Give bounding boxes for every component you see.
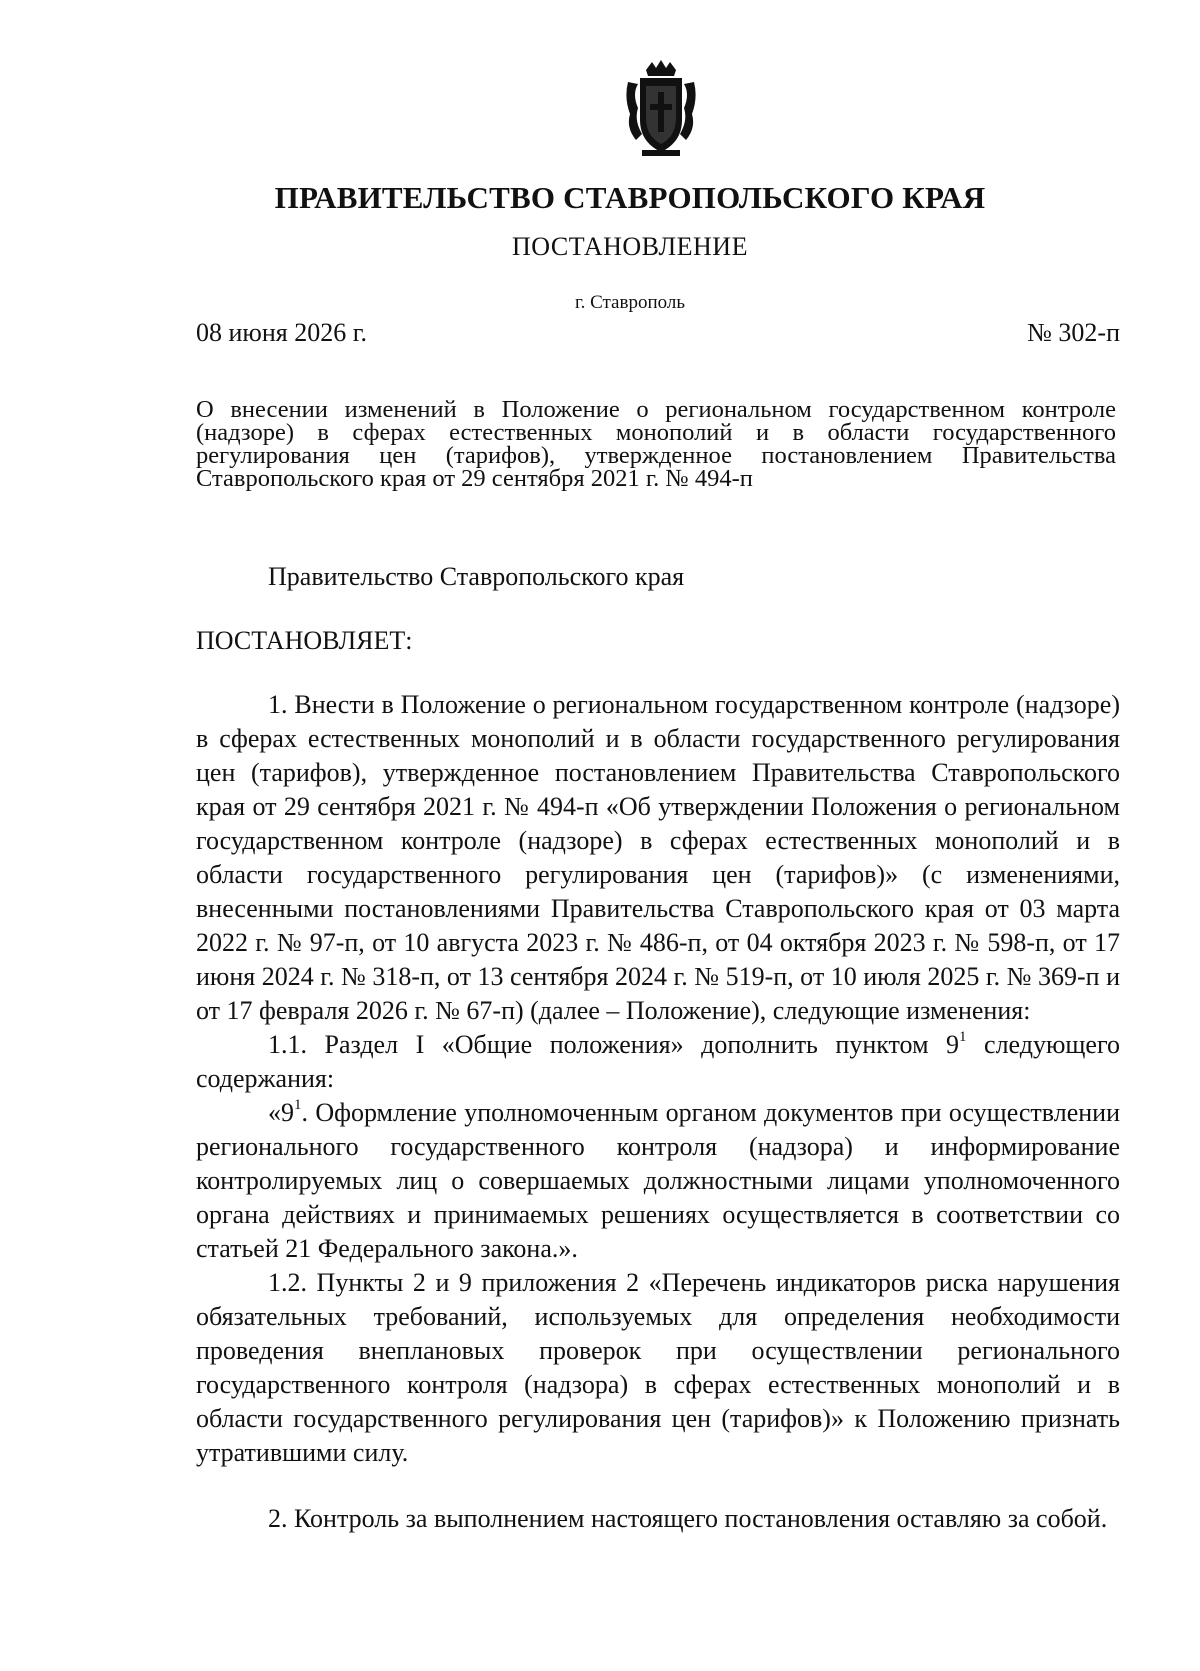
document-body — [196, 560, 1120, 1536]
document-date: 08 июня 2026 г. — [196, 318, 367, 347]
clause-1-1 — [196, 1028, 1120, 1096]
document-city: г. Ставрополь — [574, 292, 686, 313]
issuing-authority: Правительство Ставропольского края — [268, 562, 685, 591]
clause-1: 1. Внести в Положение о региональном государственном контроле (надзоре) в сферах естественных монополий и в области государственного регулирования цен (тарифов), утвержденное постановлением Правительства Ставропольского края от 29 сентября 2021 г. № 494-п «Об утверждении Положения о региональном государственном контроле (надзоре) в сферах естественных монополий и в области государственного регулирования цен (тарифов)» (с изменениями, внесенными постановлениями Правительства Ставропольского края от 03 марта 2022 г. № 97-п, от 10 августа 2023 г. № 486-п, от 04 октября 2023 г. № 598-п, от 17 июня 2024 г. № 318-п, от 13 сентября 2024 г. № 519-п, от 10 июля 2025 г. № 369-п и от 17 февраля 2026 г. № 67-п) (далее – Положение), следующие изменения: — [196, 690, 1120, 1025]
coat-of-arms-icon — [622, 58, 700, 158]
organization-title: ПРАВИТЕЛЬСТВО СТАВРОПОЛЬСКОГО КРАЯ — [274, 180, 986, 215]
decree-word: ПОСТАНОВЛЯЕТ: — [196, 626, 413, 655]
clause-1-1-text: 1.1. Раздел I «Общие положения» дополнить пунктом 9 — [268, 1030, 960, 1059]
document-number: № 302-п — [1027, 318, 1120, 347]
clause-1-1-text-end: следующего содержания: — [196, 1030, 1120, 1093]
quote-sup: 1 — [294, 1097, 302, 1114]
document-subject: О внесении изменений в Положение о региональном государственном контроле (надзоре) в сферах естественных монополий и в области государственного регулирования цен (тарифов), утвержденное постановлением Правительства Ставропольского края от 29 сентября 2021 г. № 494-п — [196, 396, 1116, 492]
clause-9-1-quote — [196, 1096, 1120, 1266]
clause-2: 2. Контроль за выполнением настоящего постановления оставляю за собой. — [268, 1504, 1108, 1533]
quote-text: . Оформление уполномоченным органом документов при осуществлении регионального государственного контроля (надзора) и информирование контролируемых лиц о совершаемых должностными лицами уполномоченного органа действиях и принимаемых решениях осуществляется в соответствии со статьей 21 Федерального закона.». — [196, 1098, 1120, 1263]
quote-start: «9 — [268, 1098, 294, 1127]
clause-1-1-sup: 1 — [959, 1029, 967, 1046]
document-type: ПОСТАНОВЛЕНИЕ — [512, 232, 748, 261]
clause-1-2: 1.2. Пункты 2 и 9 приложения 2 «Перечень индикаторов риска нарушения обязательных требований, используемых для определения необходимости проведения внеплановых проверок при осуществлении регионального государственного контроля (надзора) в сферах естественных монополий и в области государственного регулирования цен (тарифов)» к Положению признать утратившими силу. — [196, 1268, 1120, 1467]
